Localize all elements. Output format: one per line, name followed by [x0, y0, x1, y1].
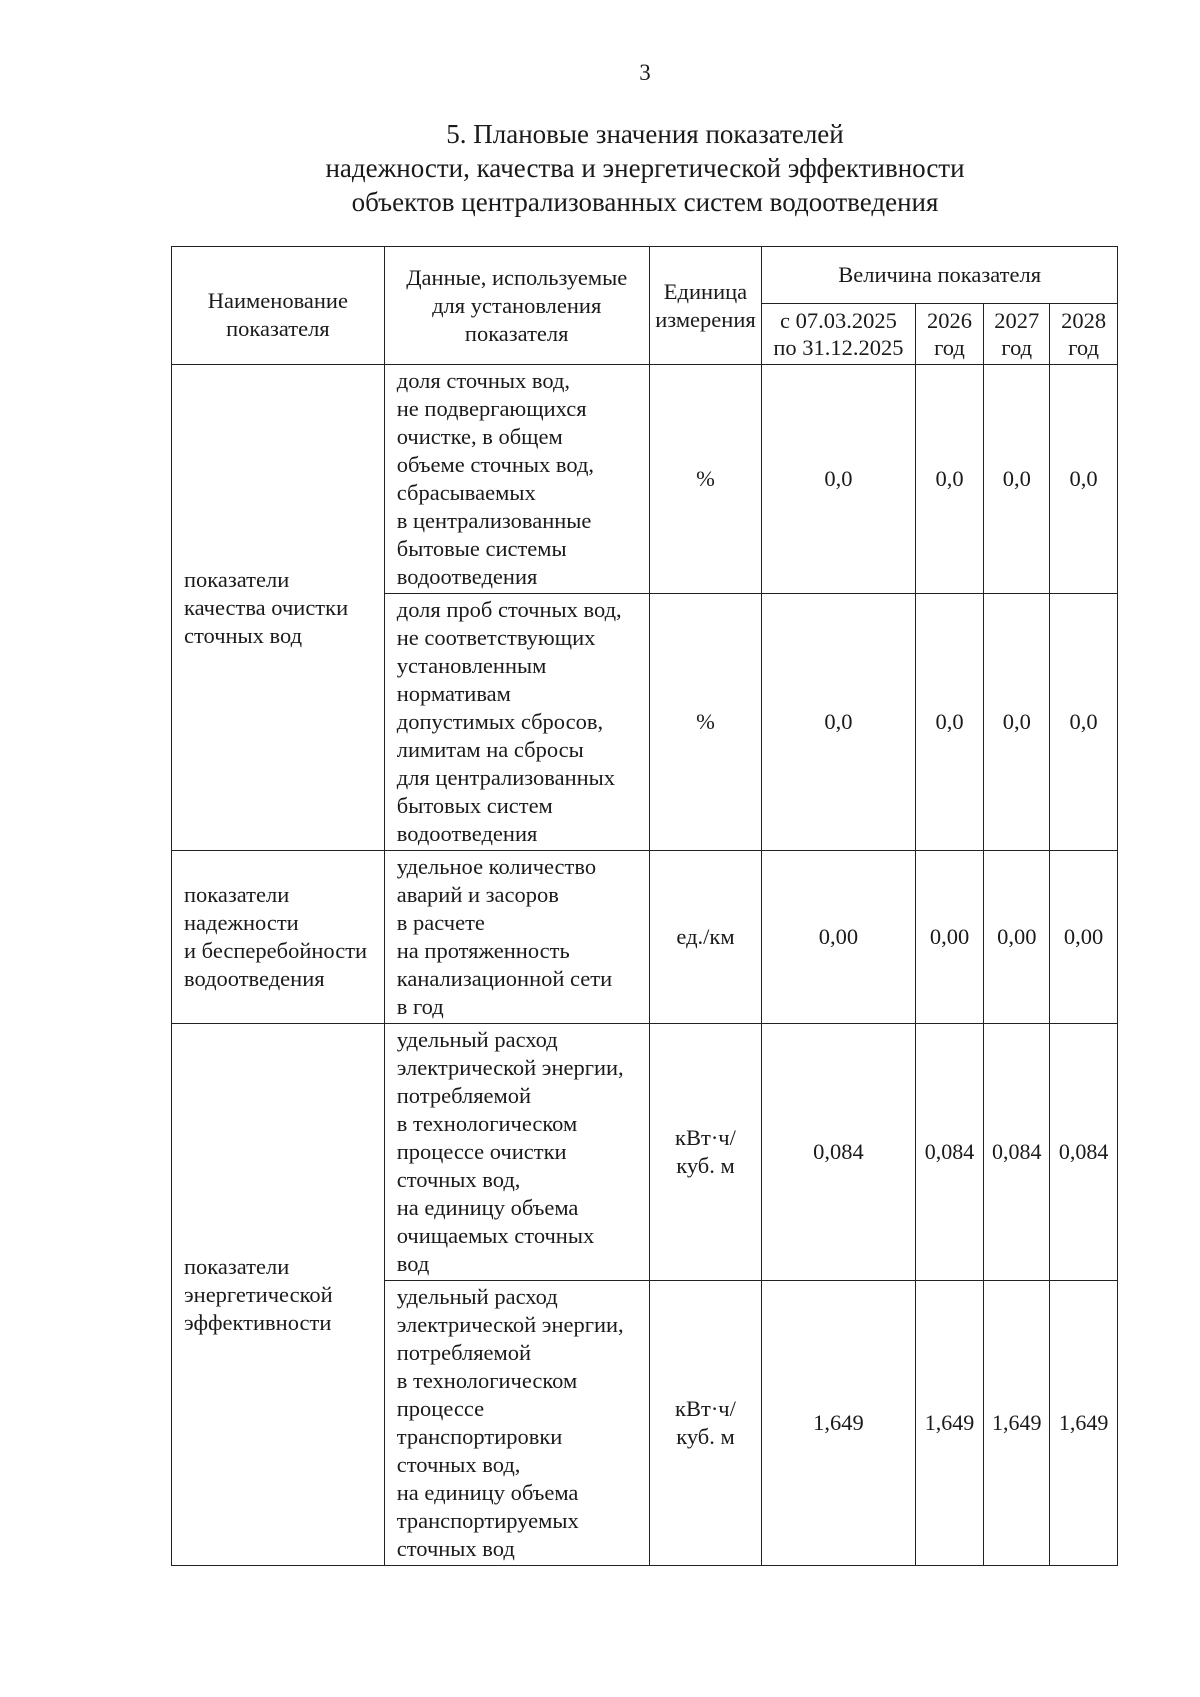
category-text: надежности: [184, 910, 299, 935]
description-text: водоотведения: [396, 821, 538, 846]
value-cell: 0,084: [984, 1024, 1050, 1281]
value-cell: 0,00: [984, 851, 1050, 1024]
unit-cell: [649, 1024, 762, 1281]
description-text: потребляемой: [396, 1340, 532, 1365]
category-text: энергетической: [184, 1281, 333, 1307]
header-text: для установления: [432, 292, 602, 318]
unit-cell: [649, 365, 762, 594]
value-cell: 0,00: [762, 851, 915, 1024]
category-cell: [172, 1024, 385, 1566]
description-text: в год: [396, 994, 444, 1019]
description-text: сточных вод,: [396, 1167, 521, 1192]
value-cell: 0,00: [1050, 851, 1118, 1024]
category-text: и бесперебойности: [184, 938, 368, 963]
value-cell: 1,649: [762, 1281, 915, 1566]
description-text: транспортировки: [396, 1424, 563, 1449]
description-text: не соответствующих: [396, 625, 596, 650]
description-text: бытовых систем: [396, 793, 553, 818]
unit-text: куб. м: [676, 1424, 735, 1449]
description-text: установленным: [396, 653, 547, 678]
description-text: доля сточных вод,: [396, 368, 571, 393]
description-text: в централизованные: [396, 508, 592, 533]
description-text: электрической энергии,: [396, 1312, 624, 1337]
page-number: 3: [639, 60, 651, 85]
category-text: водоотведения: [184, 966, 325, 991]
description-text: очистке, в общем: [396, 424, 563, 449]
value-cell: 0,0: [1050, 365, 1118, 594]
unit-text: %: [696, 709, 715, 734]
description-text: нормативам: [396, 681, 511, 706]
header-text: Наименование: [207, 287, 348, 313]
value-cell: 0,084: [915, 1024, 984, 1281]
description-text: канализационной сети: [396, 966, 613, 991]
header-text: Единица: [663, 278, 748, 304]
description-text: процессе: [396, 1396, 485, 1421]
unit-text: ед./км: [676, 924, 735, 949]
description-text: вод: [396, 1251, 430, 1276]
description-text: удельный расход: [396, 1027, 558, 1052]
table-header-row: [172, 247, 1118, 304]
header-text: с 07.03.2025: [780, 308, 897, 333]
header-text: Данные, используемые: [406, 264, 628, 290]
header-text: по 31.12.2025: [773, 335, 904, 360]
header-text: показателя: [464, 320, 569, 346]
section-title-line: объектов централизованных систем водоотведения: [351, 187, 939, 217]
description-cell: [384, 594, 649, 851]
header-period: [1050, 304, 1118, 365]
unit-text: %: [696, 466, 715, 491]
unit-cell: [649, 594, 762, 851]
description-text: лимитам на сбросы: [396, 737, 584, 762]
value-cell: 0,00: [915, 851, 984, 1024]
section-title: [0, 117, 1200, 219]
header-period: [762, 304, 915, 365]
description-text: сточных вод: [396, 1536, 515, 1561]
value-cell: 0,0: [984, 365, 1050, 594]
category-text: качества очистки: [184, 594, 349, 620]
header-period: [915, 304, 984, 365]
description-text: очищаемых сточных: [396, 1223, 595, 1248]
description-text: на протяженность: [396, 938, 570, 963]
value-cell: 0,0: [915, 365, 984, 594]
description-text: транспортируемых: [396, 1508, 579, 1533]
description-text: в расчете: [396, 910, 485, 935]
value-cell: 0,0: [915, 594, 984, 851]
description-text: процессе очистки: [396, 1139, 567, 1164]
description-cell: [384, 365, 649, 594]
description-text: объеме сточных вод,: [396, 452, 595, 477]
description-cell: [384, 1024, 649, 1281]
description-text: удельный расход: [396, 1284, 558, 1309]
value-cell: 0,0: [762, 365, 915, 594]
description-text: водоотведения: [396, 564, 538, 589]
header-text: измерения: [655, 306, 756, 332]
value-cell: 0,084: [1050, 1024, 1118, 1281]
value-cell: 1,649: [915, 1281, 984, 1566]
description-text: бытовые системы: [396, 536, 567, 561]
description-text: в технологическом: [396, 1368, 578, 1393]
header-text: 2026: [927, 308, 972, 333]
description-text: доля проб сточных вод,: [396, 597, 622, 622]
value-cell: 0,0: [984, 594, 1050, 851]
header-value: Величина показателя: [762, 247, 1118, 304]
header-text: показателя: [226, 315, 330, 341]
category-text: показатели: [184, 882, 290, 907]
table-row: [172, 851, 1118, 1024]
description-text: сточных вод,: [396, 1452, 521, 1477]
unit-cell: [649, 1281, 762, 1566]
description-text: на единицу объема: [396, 1195, 579, 1220]
description-cell: [384, 1281, 649, 1566]
description-text: на единицу объема: [396, 1480, 579, 1505]
unit-text: кВт·ч/: [675, 1396, 736, 1421]
header-period: [984, 304, 1050, 365]
header-text: 2028: [1061, 308, 1107, 333]
description-text: для централизованных: [396, 765, 616, 790]
header-text: год: [1001, 335, 1033, 360]
table-row: [172, 365, 1118, 594]
section-title-line: 5. Плановые значения показателей: [446, 119, 844, 149]
description-text: аварий и засоров: [396, 882, 559, 907]
value-cell: 0,0: [1050, 594, 1118, 851]
unit-text: кВт·ч/: [675, 1125, 736, 1150]
category-text: сточных вод: [184, 622, 303, 648]
category-text: показатели: [184, 566, 290, 592]
category-cell: [172, 365, 385, 851]
header-text: 2027: [994, 308, 1040, 333]
indicators-table: [171, 246, 1118, 1566]
value-cell: 1,649: [984, 1281, 1050, 1566]
description-text: потребляемой: [396, 1083, 532, 1108]
header-text: год: [1068, 335, 1099, 360]
header-data-used: [384, 247, 649, 365]
header-unit: [649, 247, 762, 365]
value-cell: 0,0: [762, 594, 915, 851]
unit-cell: [649, 851, 762, 1024]
description-text: электрической энергии,: [396, 1055, 624, 1080]
description-text: не подвергающихся: [396, 396, 587, 421]
description-cell: [384, 851, 649, 1024]
header-text: год: [934, 335, 965, 360]
section-title-line: надежности, качества и энергетической эффективности: [325, 153, 965, 183]
description-text: в технологическом: [396, 1111, 578, 1136]
table-row: [172, 1024, 1118, 1281]
description-text: удельное количество: [396, 854, 597, 879]
value-cell: 0,084: [762, 1024, 915, 1281]
unit-text: куб. м: [676, 1153, 735, 1178]
category-text: эффективности: [184, 1309, 332, 1335]
category-text: показатели: [184, 1253, 290, 1279]
description-text: допустимых сбросов,: [396, 709, 604, 734]
description-text: сбрасываемых: [396, 480, 536, 505]
header-indicator-name: [172, 247, 385, 365]
category-cell: [172, 851, 385, 1024]
value-cell: 1,649: [1050, 1281, 1118, 1566]
